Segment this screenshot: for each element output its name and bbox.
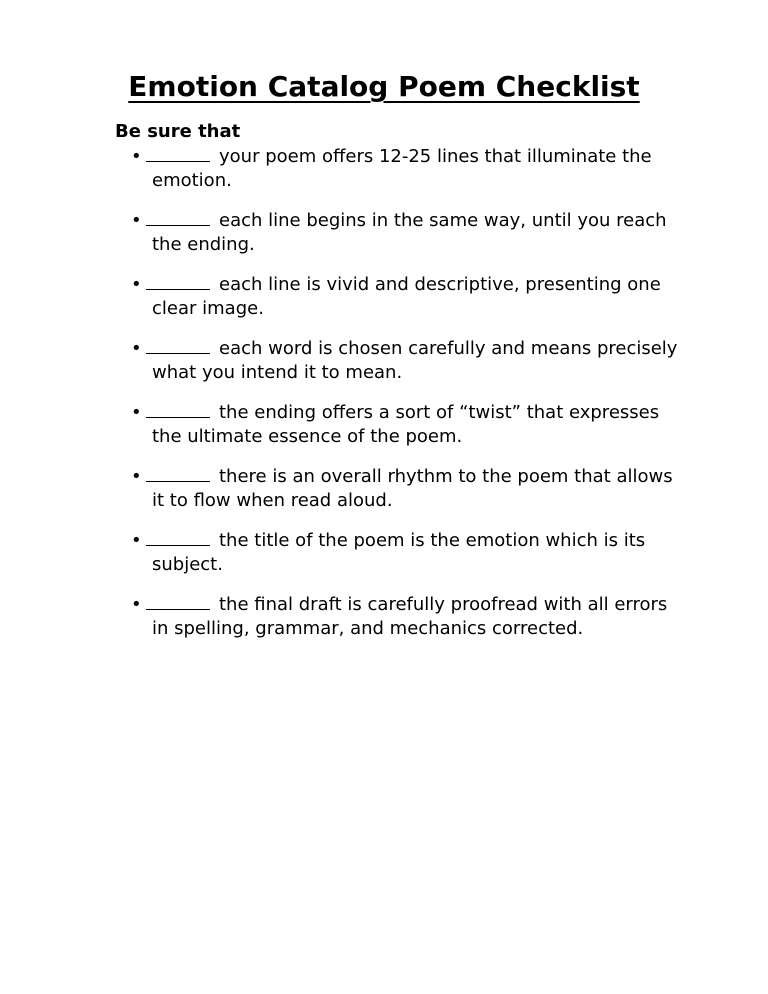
checklist-item xyxy=(131,273,682,320)
checklist-item xyxy=(131,337,682,384)
checklist-item-text: each line is vivid and descriptive, presenting one clear image. xyxy=(152,274,661,319)
checklist-item xyxy=(131,465,682,512)
checklist-item xyxy=(131,593,682,640)
check-blank xyxy=(146,594,210,610)
checklist xyxy=(0,145,682,657)
checklist-item-text: each word is chosen carefully and means precisely what you intend it to mean. xyxy=(152,338,678,383)
checklist-item-text: the final draft is carefully proofread with all errors in spelling, grammar, and mechanics corrected. xyxy=(152,594,668,639)
bullet-icon: • xyxy=(131,274,142,295)
check-blank xyxy=(146,274,210,290)
checklist-item-text: each line begins in the same way, until you reach the ending. xyxy=(152,210,667,255)
check-blank xyxy=(146,466,210,482)
page-title: Emotion Catalog Poem Checklist xyxy=(128,70,640,103)
checklist-item-text: the title of the poem is the emotion which is its subject. xyxy=(152,530,646,575)
check-blank xyxy=(146,338,210,354)
checklist-item xyxy=(131,145,682,192)
bullet-icon: • xyxy=(131,594,142,615)
checklist-item xyxy=(131,401,682,448)
bullet-icon: • xyxy=(131,146,142,167)
bullet-icon: • xyxy=(131,402,142,423)
bullet-icon: • xyxy=(131,338,142,359)
check-blank xyxy=(146,146,210,162)
intro-heading: Be sure that xyxy=(115,121,241,142)
bullet-icon: • xyxy=(131,210,142,231)
check-blank xyxy=(146,530,210,546)
bullet-icon: • xyxy=(131,530,142,551)
checklist-item xyxy=(131,209,682,256)
check-blank xyxy=(146,402,210,418)
checklist-item-text: there is an overall rhythm to the poem that allows it to flow when read aloud. xyxy=(152,466,673,511)
checklist-item-text: the ending offers a sort of “twist” that expresses the ultimate essence of the poem. xyxy=(152,402,660,447)
checklist-item-text: your poem offers 12-25 lines that illuminate the emotion. xyxy=(152,146,652,191)
bullet-icon: • xyxy=(131,466,142,487)
checklist-item xyxy=(131,529,682,576)
check-blank xyxy=(146,210,210,226)
